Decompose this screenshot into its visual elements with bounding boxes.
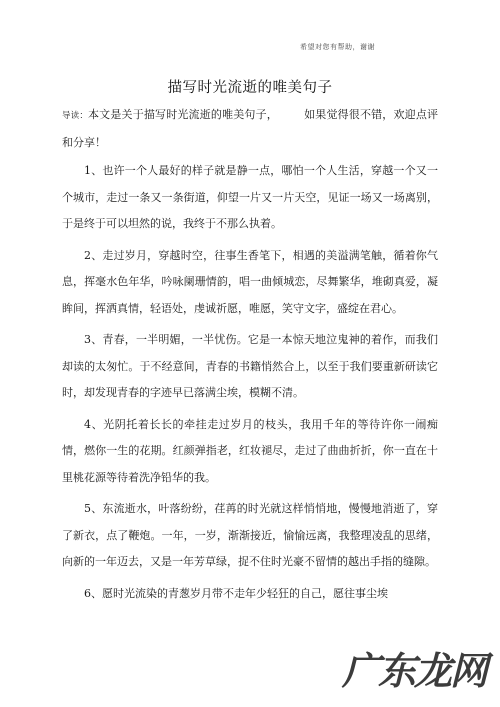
paragraph-6: 6、愿时光流染的青葱岁月带不走年少轻狂的自己，愿往事尘埃 [84, 586, 388, 600]
paragraph-3: 3、青春，一半明媚，一半忧伤。它是一本惊天地泣鬼神的着作，而我们却读的太匆忙。于不经意间，青春的书籍悄然合上，以至于我们要重新研读它时，却发现青春的字迹早已落满尘埃，模糊不清。 [62, 333, 438, 399]
site-watermark: 广东龙网 [341, 649, 486, 693]
intro-label: 导读： [62, 111, 89, 121]
paragraph-2: 2、走过岁月，穿越时空，往事生香笔下，相遇的美溢满笔触，循着你气息，挥毫水色年华，吟咏阑珊情韵，唱一曲倾城恋，尽舞繁华，堆砌真爱，凝眸间，挥洒真情，轻语处，虔诚祈愿，唯愿，笑守文字，盛绽在君心。 [62, 248, 438, 315]
header-note: 希望对您有帮助，谢谢 [300, 43, 375, 51]
paragraph-4: 4、光阴托着长长的牵挂走过岁月的枝头，我用千年的等待许你一闹痴情，燃你一生的花期。红颜弹指老，红妆褪尽，走过了曲曲折折，你一直在十里桃花源等待着洗净铅华的我。 [62, 417, 438, 484]
paragraph-1: 1、也许一个人最好的样子就是静一点，哪怕一个人生活，穿越一个又一个城市，走过一条又一条街道，仰望一片又一片天空，见证一场又一场离别，于是终于可以坦然的说，我终于不那么执着。 [62, 164, 438, 230]
article-body [62, 102, 438, 612]
paragraph-5: 5、东流逝水，叶落纷纷，荏苒的时光就这样悄悄地，慢慢地消逝了，穿了新衣，点了鞭炮。一年，一岁，渐渐接近，愉愉远离，我整理凌乱的思绪，向新的一年迈去，又是一年芳草绿，捉不住时光豪不留情的越出手指的缝隙。 [62, 502, 438, 568]
intro-paragraph [62, 102, 438, 156]
intro-text-a: 本文是关于描写时光流逝的唯美句子， [88, 108, 278, 121]
intro-text-b: 如果觉得很不错，欢迎点评和分享！ [62, 108, 438, 149]
page-title: 描写时光流逝的唯美句子 [167, 80, 333, 96]
